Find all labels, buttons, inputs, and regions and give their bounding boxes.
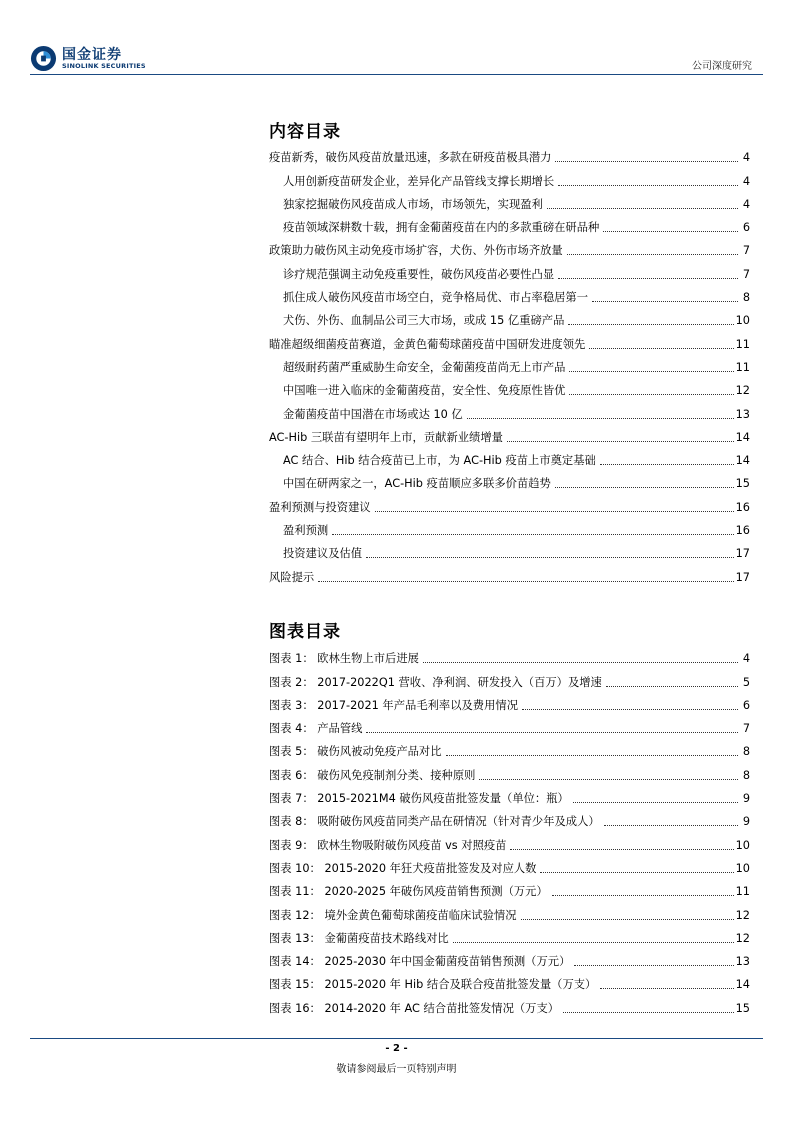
entry-title: AC 结合、Hib 结合疫苗已上市，为 AC-Hib 疫苗上市奠定基础 [283,454,596,468]
figure-entry[interactable] [269,853,750,876]
dot-leader [453,942,734,943]
entry-title: 超级耐药菌严重威胁生命安全，金葡菌疫苗尚无上市产品 [283,360,566,374]
dot-leader [573,802,738,803]
entry-title: 独家挖掘破伤风疫苗成人市场，市场领先，实现盈利 [283,197,543,211]
toc-entry[interactable] [269,561,750,584]
figure-entry[interactable] [269,829,750,852]
dot-leader [589,348,733,349]
company-logo [30,44,160,76]
dot-leader [558,278,738,279]
entry-page-number: 10 [735,838,750,852]
entry-title: 投资建议及估值 [283,547,363,561]
entry-title: 图表 12： 境外金黄色葡萄球菌疫苗临床试验情况 [269,908,517,922]
entry-page-number: 8 [742,745,750,759]
dot-leader [318,581,733,582]
toc-entry[interactable] [269,142,750,165]
dot-leader [606,686,738,687]
entry-title: 图表 6： 破伤风免疫制剂分类、接种原则 [269,768,476,782]
entry-title: 图表 10： 2015-2020 年狂犬疫苗批签发及对应人数 [269,861,537,875]
entry-page-number: 8 [742,768,750,782]
entry-page-number: 7 [742,722,750,736]
toc-entry[interactable] [269,212,750,235]
footer-disclaimer: 敬请参阅最后一页特别声明 [336,1064,457,1075]
toc-entry[interactable] [269,305,750,328]
toc-title: 内容目录 [269,122,341,142]
entry-title: 图表 11： 2020-2025 年破伤风疫苗销售预测（万元） [269,885,548,899]
entry-page-number: 17 [735,547,750,561]
dot-leader [555,487,734,488]
entry-title: 疫苗新秀，破伤风疫苗放量迅速，多款在研疫苗极具潜力 [269,151,552,165]
entry-title: 瞄准超级细菌疫苗赛道，金黄色葡萄球菌疫苗中国研发进度领先 [269,337,586,351]
page-number: - 2 - [385,1043,408,1054]
figure-entry[interactable] [269,899,750,922]
entry-title: AC-Hib 三联苗有望明年上市，贡献新业绩增量 [269,430,503,444]
entry-page-number: 12 [735,384,750,398]
entry-page-number: 14 [735,978,750,992]
dot-leader [547,208,738,209]
entry-title: 图表 16： 2014-2020 年 AC 结合苗批签发情况（万支） [269,1001,560,1015]
dot-leader [375,511,734,512]
figure-entry[interactable] [269,736,750,759]
entry-page-number: 9 [742,792,750,806]
dot-leader [604,825,738,826]
figure-entry[interactable] [269,783,750,806]
toc-entry[interactable] [269,375,750,398]
entry-title: 金葡菌疫苗中国潜在市场或达 10 亿 [283,407,463,421]
toc-entry[interactable] [269,468,750,491]
entry-title: 图表 2： 2017-2022Q1 营收、净利润、研发投入（百万）及增速 [269,675,602,689]
toc-entry[interactable] [269,398,750,421]
entry-page-number: 12 [735,908,750,922]
entry-title: 图表 13： 金葡菌疫苗技术路线对比 [269,931,449,945]
entry-title: 图表 14： 2025-2030 年中国金葡菌疫苗销售预测（万元） [269,955,571,969]
entry-page-number: 4 [742,652,750,666]
dot-leader [592,301,738,302]
dot-leader [600,464,734,465]
entry-page-number: 12 [735,931,750,945]
toc-entry[interactable] [269,445,750,468]
dot-leader [552,895,734,896]
entry-title: 犬伤、外伤、血制品公司三大市场，或成 15 亿重磅产品 [283,314,565,328]
dot-leader [423,662,738,663]
figure-entry[interactable] [269,759,750,782]
entry-title: 政策助力破伤风主动免疫市场扩容，犬伤、外伤市场齐放量 [269,244,563,258]
entry-page-number: 7 [742,267,750,281]
figure-entry[interactable] [269,923,750,946]
table-of-contents [269,142,750,585]
entry-page-number: 5 [742,675,750,689]
entry-page-number: 4 [742,151,750,165]
toc-entry[interactable] [269,538,750,561]
toc-entry[interactable] [269,282,750,305]
entry-title: 图表 1： 欧林生物上市后进展 [269,652,419,666]
entry-page-number: 13 [735,407,750,421]
footer-divider [30,1038,763,1039]
dot-leader [521,919,734,920]
entry-title: 盈利预测 [283,524,329,538]
entry-title: 盈利预测与投资建议 [269,500,371,514]
entry-page-number: 7 [742,244,750,258]
dot-leader [555,161,738,162]
entry-page-number: 10 [735,861,750,875]
dot-leader [600,988,733,989]
dot-leader [507,441,734,442]
entry-page-number: 14 [735,430,750,444]
entry-page-number: 8 [742,291,750,305]
entry-page-number: 4 [742,174,750,188]
dot-leader [569,371,733,372]
dot-leader [479,779,738,780]
figure-list-title: 图表目录 [269,622,341,642]
figure-entry[interactable] [269,713,750,736]
entry-page-number: 15 [735,477,750,491]
dot-leader [522,709,738,710]
dot-leader [603,231,738,232]
logo-english-name: SINOLINK SECURITIES [62,62,146,70]
entry-title: 疫苗领域深耕数十载，拥有金葡菌疫苗在内的多款重磅在研品种 [283,221,600,235]
sinolink-logo-icon [30,45,57,72]
entry-page-number: 16 [735,500,750,514]
entry-title: 图表 8： 吸附破伤风疫苗同类产品在研情况（针对青少年及成人） [269,815,600,829]
dot-leader [366,732,738,733]
figure-entry[interactable] [269,992,750,1015]
header-divider [30,74,763,75]
toc-entry[interactable] [269,258,750,281]
toc-entry[interactable] [269,165,750,188]
dot-leader [446,755,738,756]
entry-page-number: 11 [735,885,750,899]
dot-leader [574,965,733,966]
toc-entry[interactable] [269,422,750,445]
entry-page-number: 6 [742,698,750,712]
entry-page-number: 14 [735,454,750,468]
toc-entry[interactable] [269,491,750,514]
logo-chinese-name: 国金证券 [62,47,122,63]
entry-title: 图表 9： 欧林生物吸附破伤风疫苗 vs 对照疫苗 [269,838,507,852]
toc-entry[interactable] [269,515,750,538]
entry-title: 图表 5： 破伤风被动免疫产品对比 [269,745,442,759]
page-header [0,0,793,80]
figure-entry[interactable] [269,969,750,992]
dot-leader [558,185,738,186]
entry-page-number: 17 [735,570,750,584]
dot-leader [569,394,733,395]
entry-page-number: 6 [742,221,750,235]
dot-leader [567,254,738,255]
entry-title: 图表 7： 2015-2021M4 破伤风疫苗批签发量（单位：瓶） [269,792,569,806]
dot-leader [540,872,733,873]
entry-page-number: 4 [742,197,750,211]
dot-leader [467,418,734,419]
entry-page-number: 11 [735,360,750,374]
entry-title: 图表 15： 2015-2020 年 Hib 结合及联合疫苗批签发量（万支） [269,978,597,992]
toc-entry[interactable] [269,235,750,258]
entry-title: 风险提示 [269,570,315,584]
entry-title: 图表 4： 产品管线 [269,722,363,736]
figure-entry[interactable] [269,690,750,713]
figure-entry[interactable] [269,643,750,666]
entry-page-number: 11 [735,337,750,351]
entry-page-number: 10 [735,314,750,328]
toc-entry[interactable] [269,352,750,375]
figure-entry[interactable] [269,806,750,829]
entry-title: 中国唯一进入临床的金葡菌疫苗，安全性、免疫原性皆优 [283,384,566,398]
figure-entry[interactable] [269,946,750,969]
dot-leader [568,324,733,325]
dot-leader [510,849,733,850]
entry-page-number: 13 [735,955,750,969]
dot-leader [366,557,734,558]
entry-title: 图表 3： 2017-2021 年产品毛利率以及费用情况 [269,698,518,712]
entry-page-number: 9 [742,815,750,829]
dot-leader [563,1012,734,1013]
entry-page-number: 16 [735,524,750,538]
figure-entry[interactable] [269,876,750,899]
toc-entry[interactable] [269,328,750,351]
entry-title: 抓住成人破伤风疫苗市场空白，竞争格局优、市占率稳居第一 [283,291,589,305]
entry-title: 诊疗规范强调主动免疫重要性，破伤风疫苗必要性凸显 [283,267,555,281]
dot-leader [332,534,733,535]
report-type: 公司深度研究 [692,61,752,72]
figure-entry[interactable] [269,666,750,689]
entry-title: 人用创新疫苗研发企业，差异化产品管线支撑长期增长 [283,174,555,188]
entry-title: 中国在研两家之一，AC-Hib 疫苗顺应多联多价苗趋势 [283,477,551,491]
figure-list [269,643,750,1016]
toc-entry[interactable] [269,189,750,212]
entry-page-number: 15 [735,1001,750,1015]
